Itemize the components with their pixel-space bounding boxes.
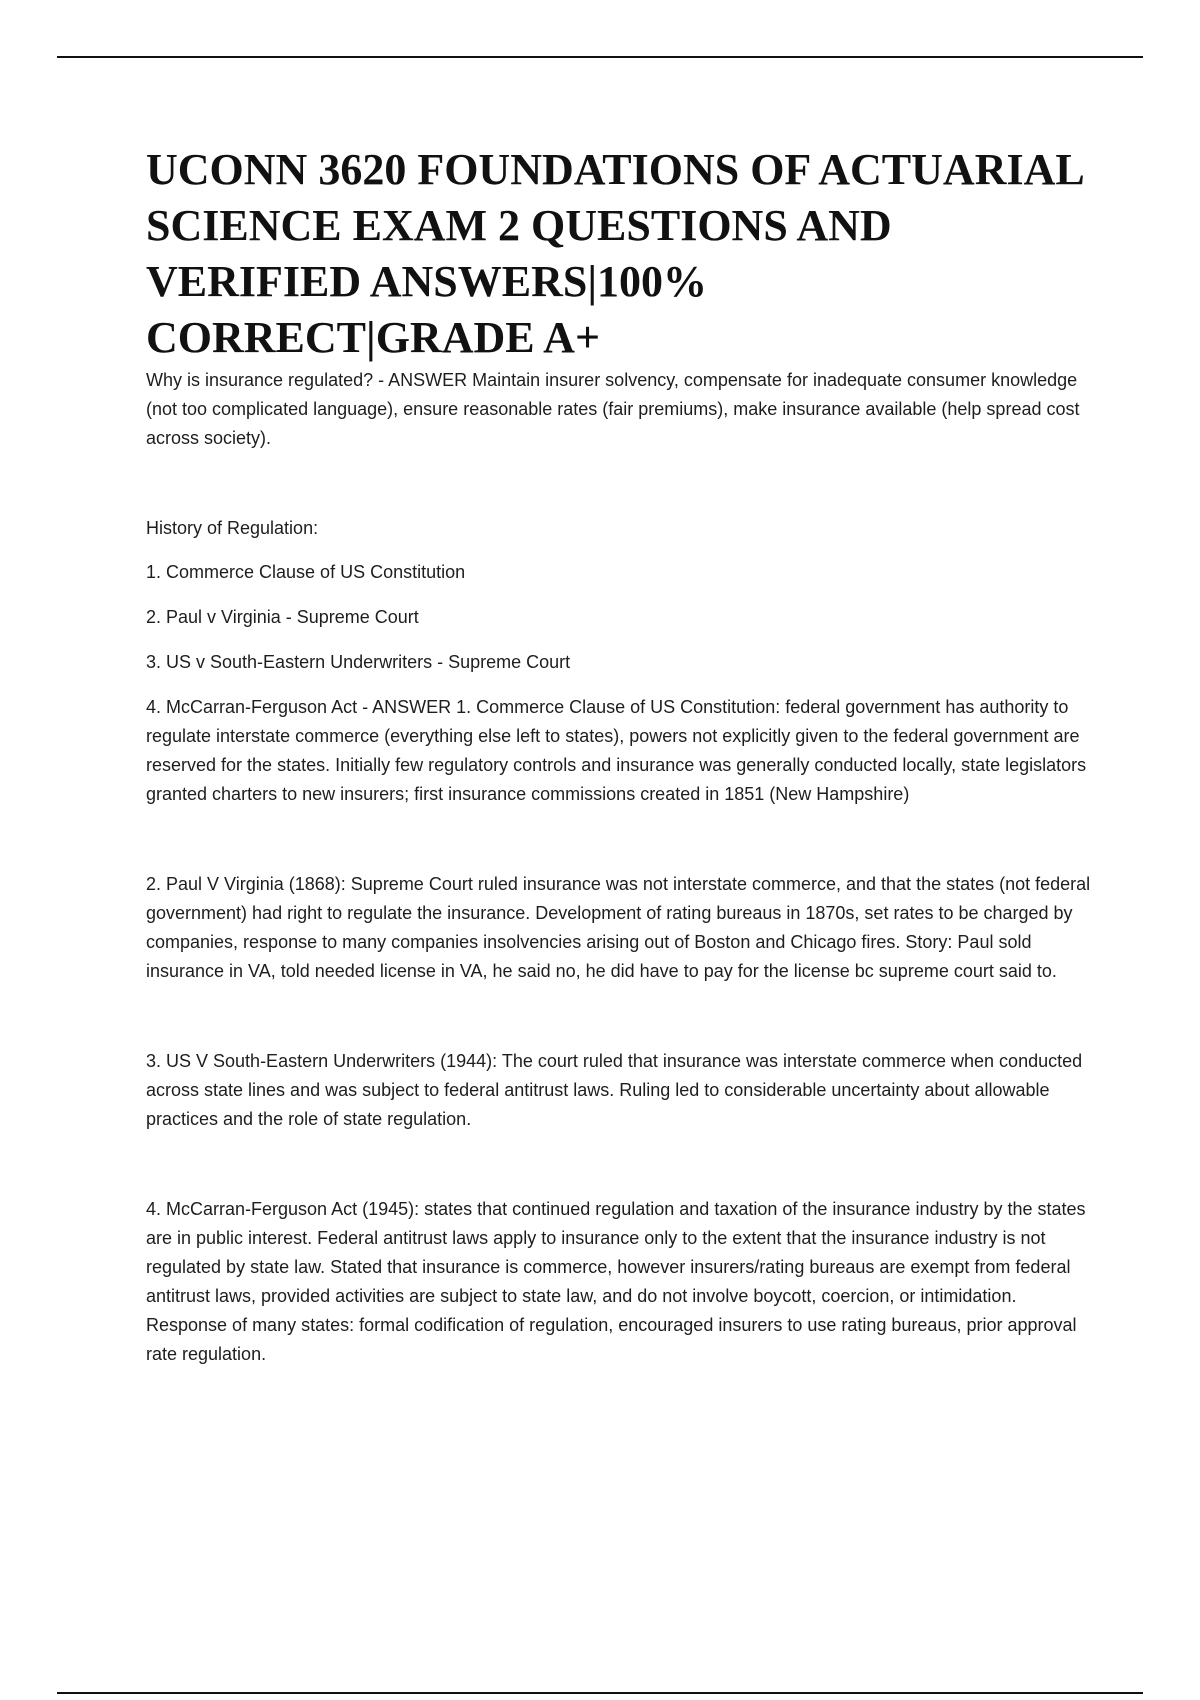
paragraph-mccarran-ferguson: 4. McCarran-Ferguson Act (1945): states that continued regulation and taxation of the insurance industry by the states are in public interest. Federal antitrust laws apply to insurance only to the extent that the insurance industry is not regulated by state law. Stated that insurance is commerce, however insurers/rating bureaus are exempt from federal antitrust laws, provided activities are subject to state law, and do not involve boycott, coercion, or intimidation. Response of many states: formal codification of regulation, encouraged insurers to use rating bureaus, prior approval rate regulation. [146, 1199, 1086, 1364]
paragraph-paul-v-virginia: 2. Paul V Virginia (1868): Supreme Court ruled insurance was not interstate commerce, and that the states (not federal government) had right to regulate the insurance. Development of rating bureaus in 1870s, set rates to be charged by companies, response to many companies insolvencies arising out of Boston and Chicago fires. Story: Paul sold insurance in VA, told needed license in VA, he said no, he did have to pay for the license bc supreme court said to. [146, 874, 1091, 981]
paragraph-history-heading: History of Regulation: [146, 518, 319, 538]
top-rule [57, 56, 1143, 58]
paragraph-us-v-seu: 3. US V South-Eastern Underwriters (1944): The court ruled that insurance was interstate commerce when conducted across state lines and was subject to federal antitrust laws. Ruling led to considerable uncertainty about allowable practices and the role of state regulation. [146, 1051, 1083, 1129]
paragraph-history-item-3: 3. US v South-Eastern Underwriters - Supreme Court [146, 652, 571, 672]
paragraph-history-item-2: 2. Paul v Virginia - Supreme Court [146, 607, 419, 627]
document-body [146, 142, 1096, 1369]
bottom-rule [57, 1692, 1143, 1694]
paragraph-history-item-4-answer: 4. McCarran-Ferguson Act - ANSWER 1. Commerce Clause of US Constitution: federal government has authority to regulate interstate commerce (everything else left to states), powers not explicitly given to the federal government are reserved for the states. Initially few regulatory controls and insurance was generally conducted locally, state legislators granted charters to new insurers; first insurance commissions created in 1851 (New Hampshire) [146, 697, 1087, 804]
document-title: UCONN 3620 FOUNDATIONS OF ACTUARIAL SCIENCE EXAM 2 QUESTIONS AND VERIFIED ANSWERS|100% CORRECT|GRADE A+ [146, 145, 1083, 362]
paragraph-why-regulated: Why is insurance regulated? - ANSWER Maintain insurer solvency, compensate for inadequate consumer knowledge (not too complicated language), ensure reasonable rates (fair premiums), make insurance available (help spread cost across society). [146, 370, 1080, 448]
paragraph-history-item-1: 1. Commerce Clause of US Constitution [146, 562, 466, 582]
